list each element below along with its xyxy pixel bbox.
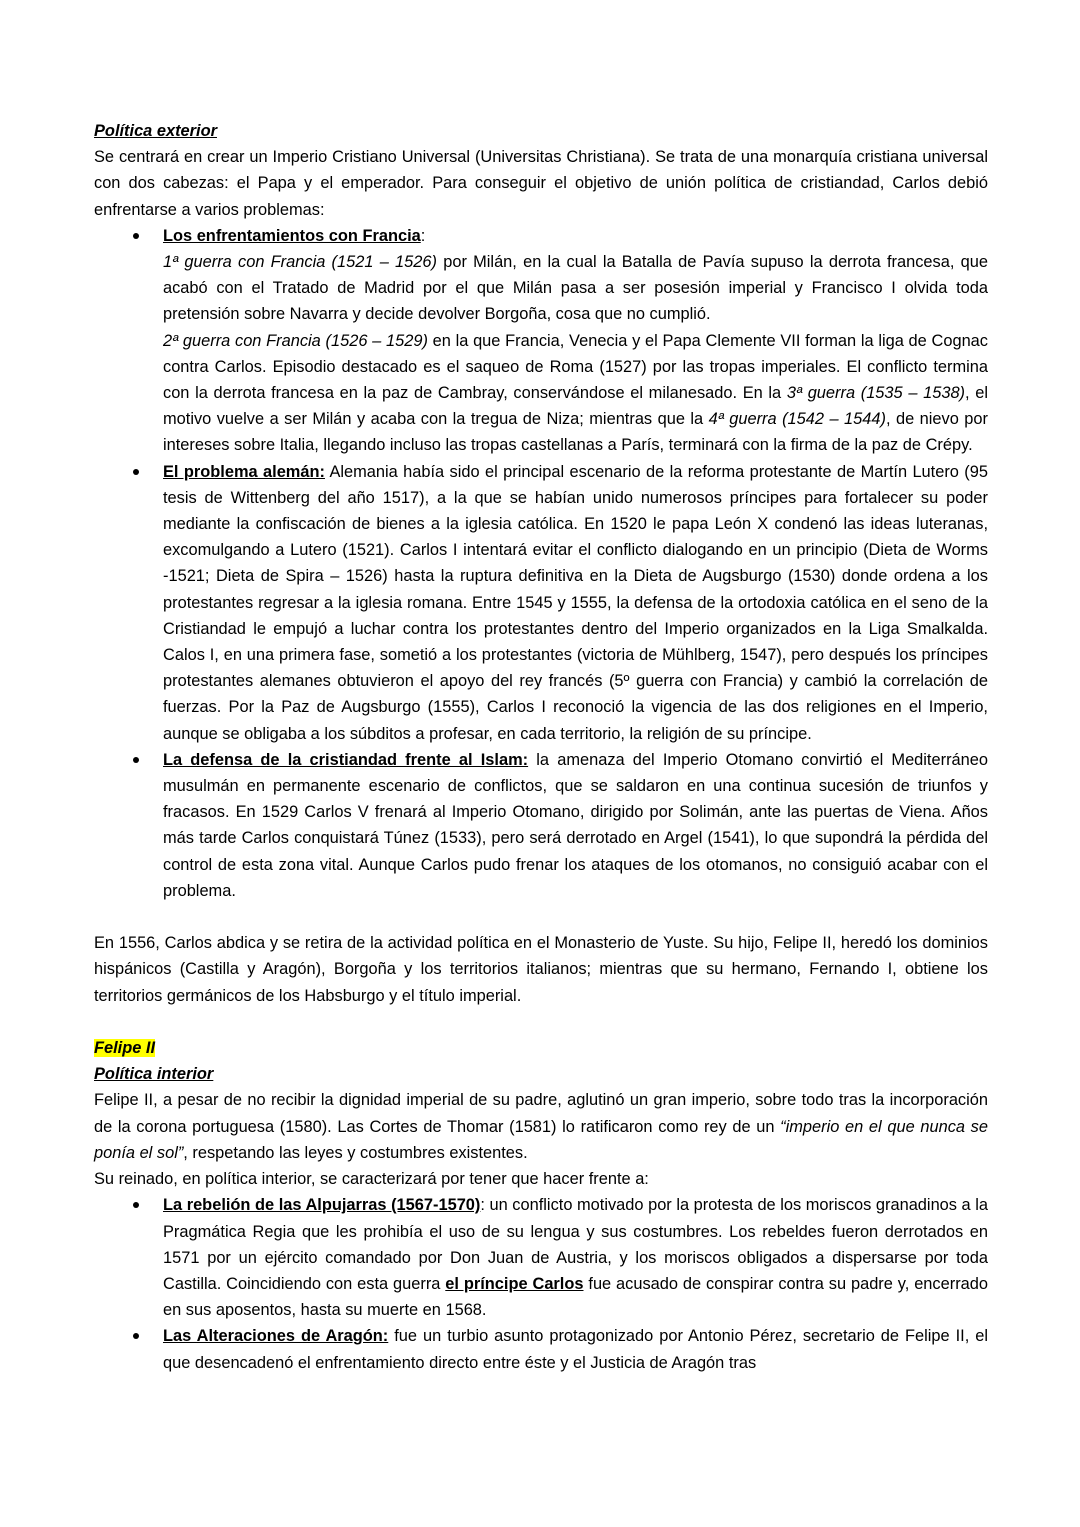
bullet-body: la amenaza del Imperio Otomano convirtió el Mediterráneo musulmán en permanente escenario de conflictos, que se saldaron en una continua sucesión de triunfos y fracasos. En 1529 Carlos V frenará al Imperio Otomano, dirigido por Solimán, ante las puertas de Viena. Años más tarde Carlos conquistará Túnez (1533), pero será derrotado en Argel (1541), lo que supondrá la pérdida del control de esta zona vital. Aunque Carlos pudo frenar los ataques de los otomanos, no consiguió acabar con el problema.: [163, 750, 988, 900]
section-heading-felipe-ii: [94, 1035, 988, 1061]
section-heading-politica-exterior: Política exterior: [94, 122, 217, 140]
spacer: [94, 1009, 988, 1035]
section-heading-felipe-ii-text: Felipe II: [94, 1039, 156, 1058]
war-1-title: 1ª guerra con Francia (1521 – 1526): [163, 253, 437, 272]
war-2-body: en la que Francia, Venecia y el Papa Clemente VII forman la liga de Cognac contra Carlos. Episodio destacado es el saqueo de Roma (1527) por las tropas imperiales. El conflicto termina con la derrota francesa en la paz de Cambray, conservándose el milanesado. En la: [163, 331, 988, 403]
bullet-paragraph-war-2: [163, 328, 988, 459]
bullet-dot-icon: [133, 233, 139, 239]
bullet-label-suffix: :: [480, 1196, 485, 1215]
list-item: [94, 1323, 988, 1375]
intro-part-2: , respetando las leyes y costumbres existentes.: [183, 1143, 528, 1162]
intro-part-1: Felipe II, a pesar de no recibir la dignidad imperial de su padre, aglutinó un gran imperio, sobre todo tras la incorporación de la corona portuguesa (1580). Las Cortes de Thomar (1581) lo ratificaron como rey de un: [94, 1091, 988, 1136]
war-4-body: , de nievo por intereses sobre Italia, llegando incluso las tropas castellanas a París, terminará con la firma de la paz de Crépy.: [163, 410, 988, 455]
list-item: [94, 747, 988, 904]
paragraph-politica-exterior-intro: Se centrará en crear un Imperio Cristiano Universal (Universitas Christiana). Se trata de una monarquía cristiana universal con dos cabezas: el Papa y el emperador. Para conseguir el objetivo de unión política de cristiandad, Carlos debió enfrentarse a varios problemas:: [94, 148, 988, 219]
bullet-body-part-1: un conflicto motivado por la protesta de los moriscos granadinos a la Pragmática Regia que les prohibía el uso de su lengua y sus costumbres. Los rebeldes fueron derrotados en 1571 por un ejército comandado por Don Juan de Austria, y los moriscos obligados a dispersarse por toda Castilla. Coincidiendo con esta guerra: [163, 1196, 988, 1293]
paragraph-abdicacion: En 1556, Carlos abdica y se retira de la actividad política en el Monasterio de Yuste. Su hijo, Felipe II, heredó los dominios hispánicos (Castilla y Aragón), Borgoña y los territorios italianos; mientras que su hermano, Fernando I, obtiene los territorios germánicos de los Habsburgo y el título imperial.: [94, 934, 988, 1005]
bullet-emphasis: el príncipe Carlos: [445, 1274, 584, 1293]
document-body: [94, 118, 988, 1376]
paragraph-felipe-ii-intro: [94, 1087, 988, 1166]
spacer: [94, 904, 988, 930]
bullet-paragraph-alpujarras: [163, 1192, 988, 1323]
bullet-list-felipe-ii: [94, 1192, 988, 1375]
war-2-title: 2ª guerra con Francia (1526 – 1529): [163, 331, 428, 350]
bullet-list-politica-exterior: [94, 223, 988, 904]
bullet-paragraph-war-1: [163, 249, 988, 328]
bullet-label: El problema alemán:: [163, 462, 325, 481]
war-3-body: , el motivo vuelve a ser Milán y acaba con la tregua de Niza; mientras que la: [163, 384, 988, 429]
bullet-dot-icon: [133, 757, 139, 763]
list-item: [94, 459, 988, 747]
war-3-title: 3ª guerra (1535 – 1538): [786, 384, 966, 403]
bullet-label: Los enfrentamientos con Francia: [163, 226, 421, 245]
bullet-body: Alemania había sido el principal escenario de la reforma protestante de Martín Lutero (95 tesis de Wittenberg del año 1517), a la que se habían unido numerosos príncipes para fortalecer su poder mediante la confiscación de bienes a la iglesia católica. En 1520 le papa León X condenó las ideas luteranas, excomulgando a Lutero (1521). Carlos I intentará evitar el conflicto dialogando en un principio (Dieta de Worms -1521; Dieta de Spira – 1526) hasta la ruptura definitiva en la Dieta de Augsburgo (1530) donde ordena a los protestantes regresar a la iglesia romana. Entre 1545 y 1555, la defensa de la ortodoxia católica en el seno de la Cristiandad le empujó a luchar contra los protestantes dentro del Imperio organizados en la Liga Smalkalda. Calos I, en una primera fase, sometió a los protestantes (victoria de Mühlberg, 1547), pero después los príncipes protestantes alemanes obtuvieron el apoyo del rey francés (5º guerra con Francia) y cambió la correlación de fuerzas. Por la Paz de Augsburgo (1555), Carlos I reconoció la vigencia de las dos religiones en el Imperio, aunque se obligaba a los súbditos a profesar, en cada territorio, la religión de su príncipe.: [163, 462, 988, 743]
bullet-dot-icon: [133, 469, 139, 475]
bullet-label: Las Alteraciones de Aragón:: [163, 1327, 389, 1346]
bullet-label: La defensa de la cristiandad frente al Islam:: [163, 750, 529, 769]
list-item: [94, 1192, 988, 1323]
war-4-title: 4ª guerra (1542 – 1544): [708, 410, 886, 429]
bullet-paragraph-defensa-cristiandad: [163, 747, 988, 904]
bullet-dot-icon: [133, 1333, 139, 1339]
section-heading-politica-interior: Política interior: [94, 1065, 214, 1084]
bullet-label-suffix: :: [420, 226, 426, 245]
bullet-paragraph-problema-aleman: [163, 459, 988, 747]
paragraph-felipe-ii-lead: Su reinado, en política interior, se caracterizará por tener que hacer frente a:: [94, 1170, 649, 1189]
bullet-body-part-1: fue un turbio asunto protagonizado por Antonio Pérez, secretario de Felipe II, el que desencadenó el enfrentamiento directo entre éste y el Justicia de Aragón tras: [163, 1327, 988, 1372]
bullet-dot-icon: [133, 1202, 139, 1208]
bullet-label: La rebelión de las Alpujarras (1567-1570): [163, 1196, 481, 1215]
list-item: [94, 223, 988, 459]
bullet-paragraph-alteraciones-aragon: [163, 1323, 988, 1375]
war-1-body: por Milán, en la cual la Batalla de Pavía supuso la derrota francesa, que acabó con el Tratado de Madrid por el que Milán pasa a ser posesión imperial y Francisco I olvida toda pretensión sobre Navarra y decide devolver Borgoña, cosa que no cumplió.: [163, 253, 988, 324]
bullet-body-part-2: fue acusado de conspirar contra su padre y, encerrado en sus aposentos, hasta su muerte en 1568.: [163, 1274, 988, 1320]
bullet-label-line: [163, 223, 988, 249]
intro-quote: “imperio en el que nunca se ponía el sol”: [94, 1117, 988, 1162]
